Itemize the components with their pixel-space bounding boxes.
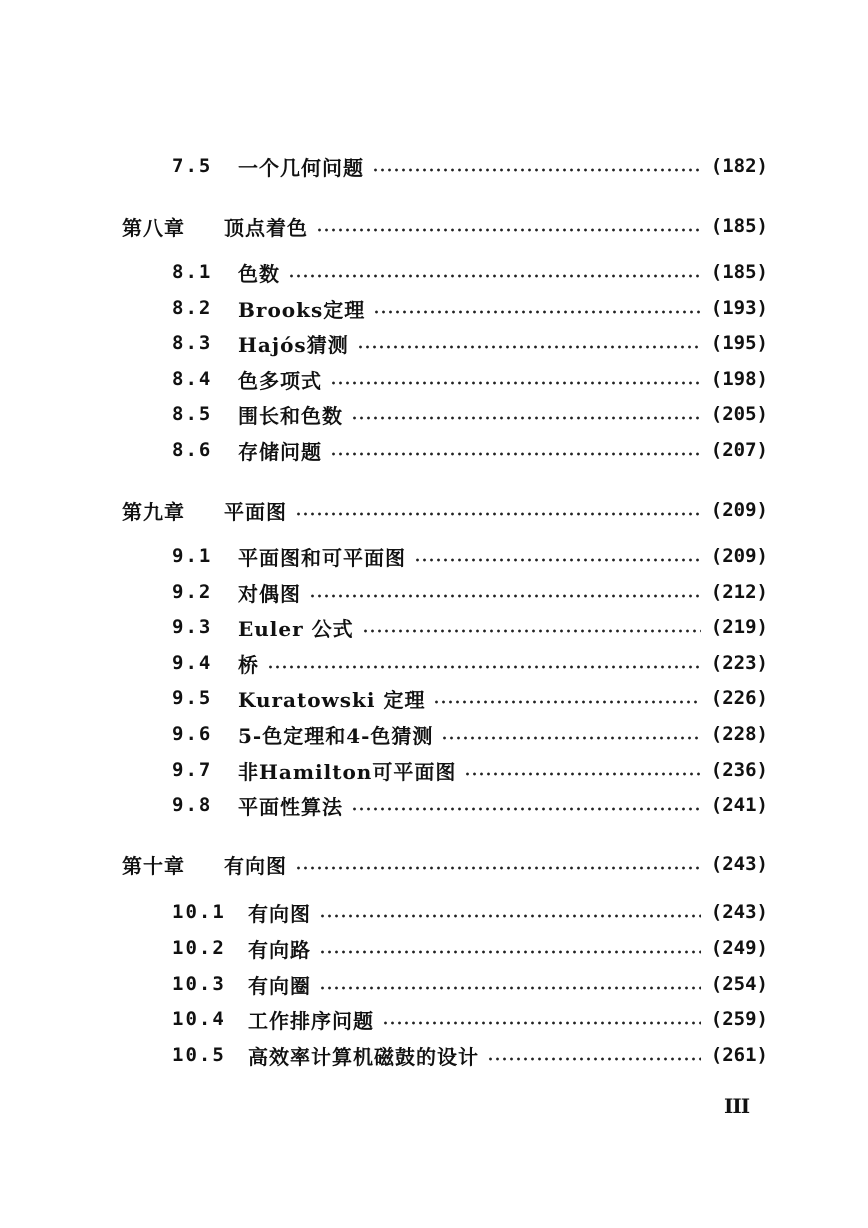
dot-leader — [319, 914, 701, 918]
toc-chapter-9 — [122, 495, 768, 525]
toc-entry-9-6 — [172, 719, 768, 749]
page-number: (261) — [710, 1044, 768, 1066]
section-number: 9.1 — [172, 545, 213, 567]
page-number: (226) — [710, 687, 768, 709]
toc-entry-10-3 — [172, 969, 768, 999]
toc-entry-10-4 — [172, 1004, 768, 1034]
dot-leader — [330, 381, 701, 385]
section-number: 8.3 — [172, 332, 213, 354]
page-number: (198) — [710, 368, 768, 390]
toc-entry-7-5 — [172, 151, 768, 181]
section-title: 围长和色数 — [238, 403, 343, 428]
section-title: 平面性算法 — [238, 794, 343, 819]
section-number: 10.5 — [172, 1044, 226, 1066]
dot-leader — [288, 274, 701, 278]
page-number: (228) — [710, 723, 768, 745]
toc-entry-9-2 — [172, 577, 768, 607]
dot-leader — [295, 866, 701, 870]
page-number: (185) — [710, 215, 768, 237]
toc-entry-10-5 — [172, 1040, 768, 1070]
dot-leader — [351, 416, 701, 420]
toc-chapter-8 — [122, 211, 768, 241]
page-number: (223) — [710, 652, 768, 674]
dot-leader — [267, 665, 701, 669]
dot-leader — [362, 629, 701, 633]
dot-leader — [319, 986, 701, 990]
section-title: 有向圈 — [248, 973, 311, 998]
toc-entry-10-2 — [172, 933, 768, 963]
section-number: 8.4 — [172, 368, 213, 390]
page-number: (185) — [710, 261, 768, 283]
dot-leader — [441, 736, 700, 740]
toc-entry-9-1 — [172, 541, 768, 571]
section-title: 有向图 — [248, 901, 311, 926]
dot-leader — [433, 700, 700, 704]
chapter-title: 平面图 — [224, 499, 287, 524]
toc-entry-10-1 — [172, 897, 768, 927]
page-number: (219) — [710, 616, 768, 638]
section-number: 10.3 — [172, 973, 226, 995]
section-title: 非Hamilton可平面图 — [238, 759, 457, 784]
dot-leader — [357, 345, 701, 349]
toc-entry-8-2 — [172, 293, 768, 323]
page-number: (249) — [710, 937, 768, 959]
page-number: (182) — [710, 155, 768, 177]
dot-leader — [464, 772, 700, 776]
chapter-number: 第十章 — [122, 853, 185, 878]
page-number: (259) — [710, 1008, 768, 1030]
dot-leader — [295, 512, 701, 516]
toc-entry-9-7 — [172, 755, 768, 785]
chapter-title: 有向图 — [224, 853, 287, 878]
section-number: 9.4 — [172, 652, 213, 674]
section-title: 存储问题 — [238, 439, 322, 464]
toc-entry-8-1 — [172, 257, 768, 287]
page-number: (195) — [710, 332, 768, 354]
page-number: (193) — [710, 297, 768, 319]
page-number: (209) — [710, 545, 768, 567]
dot-leader — [382, 1021, 701, 1025]
chapter-number: 第九章 — [122, 499, 185, 524]
toc-entry-8-6 — [172, 435, 768, 465]
toc-entry-8-4 — [172, 364, 768, 394]
section-number: 9.5 — [172, 687, 213, 709]
section-number: 9.3 — [172, 616, 213, 638]
section-title: 工作排序问题 — [248, 1008, 374, 1033]
dot-leader — [330, 452, 701, 456]
dot-leader — [372, 168, 701, 172]
page-number: (205) — [710, 403, 768, 425]
toc-entry-9-3 — [172, 612, 768, 642]
dot-leader — [414, 558, 701, 562]
section-number: 8.1 — [172, 261, 213, 283]
page-number: (236) — [710, 759, 768, 781]
toc-entry-8-3 — [172, 328, 768, 358]
section-title: 对偶图 — [238, 581, 301, 606]
toc-chapter-10 — [122, 849, 768, 879]
section-number: 8.6 — [172, 439, 213, 461]
toc-entry-8-5 — [172, 399, 768, 429]
section-title: 一个几何问题 — [238, 155, 364, 180]
section-title: Kuratowski 定理 — [238, 687, 426, 712]
section-number: 10.2 — [172, 937, 226, 959]
page-number: (243) — [710, 901, 768, 923]
dot-leader — [487, 1057, 701, 1061]
section-number: 9.6 — [172, 723, 213, 745]
dot-leader — [373, 310, 701, 314]
section-number: 10.4 — [172, 1008, 226, 1030]
section-number: 8.5 — [172, 403, 213, 425]
toc-entry-9-5 — [172, 683, 768, 713]
dot-leader — [319, 950, 701, 954]
dot-leader — [316, 228, 701, 232]
section-number: 9.8 — [172, 794, 213, 816]
section-title: 高效率计算机磁鼓的设计 — [248, 1044, 479, 1069]
section-title: 桥 — [238, 652, 259, 677]
page-number: (241) — [710, 794, 768, 816]
chapter-number: 第八章 — [122, 215, 185, 240]
section-number: 9.7 — [172, 759, 213, 781]
page-number: (254) — [710, 973, 768, 995]
chapter-title: 顶点着色 — [224, 215, 308, 240]
section-number: 7.5 — [172, 155, 213, 177]
section-title: Hajós猜测 — [238, 332, 349, 357]
section-title: Euler 公式 — [238, 616, 354, 641]
page-number: (212) — [710, 581, 768, 603]
section-number: 10.1 — [172, 901, 226, 923]
page-number: (209) — [710, 499, 768, 521]
section-title: 有向路 — [248, 937, 311, 962]
section-title: Brooks定理 — [238, 297, 366, 322]
section-title: 色数 — [238, 261, 280, 286]
dot-leader — [309, 594, 701, 598]
section-title: 5-色定理和4-色猜测 — [238, 723, 434, 748]
page-folio: III — [724, 1094, 750, 1118]
toc-entry-9-4 — [172, 648, 768, 678]
toc-entry-9-8 — [172, 790, 768, 820]
dot-leader — [351, 807, 701, 811]
section-title: 平面图和可平面图 — [238, 545, 406, 570]
section-title: 色多项式 — [238, 368, 322, 393]
section-number: 8.2 — [172, 297, 213, 319]
page-number: (207) — [710, 439, 768, 461]
section-number: 9.2 — [172, 581, 213, 603]
page-number: (243) — [710, 853, 768, 875]
